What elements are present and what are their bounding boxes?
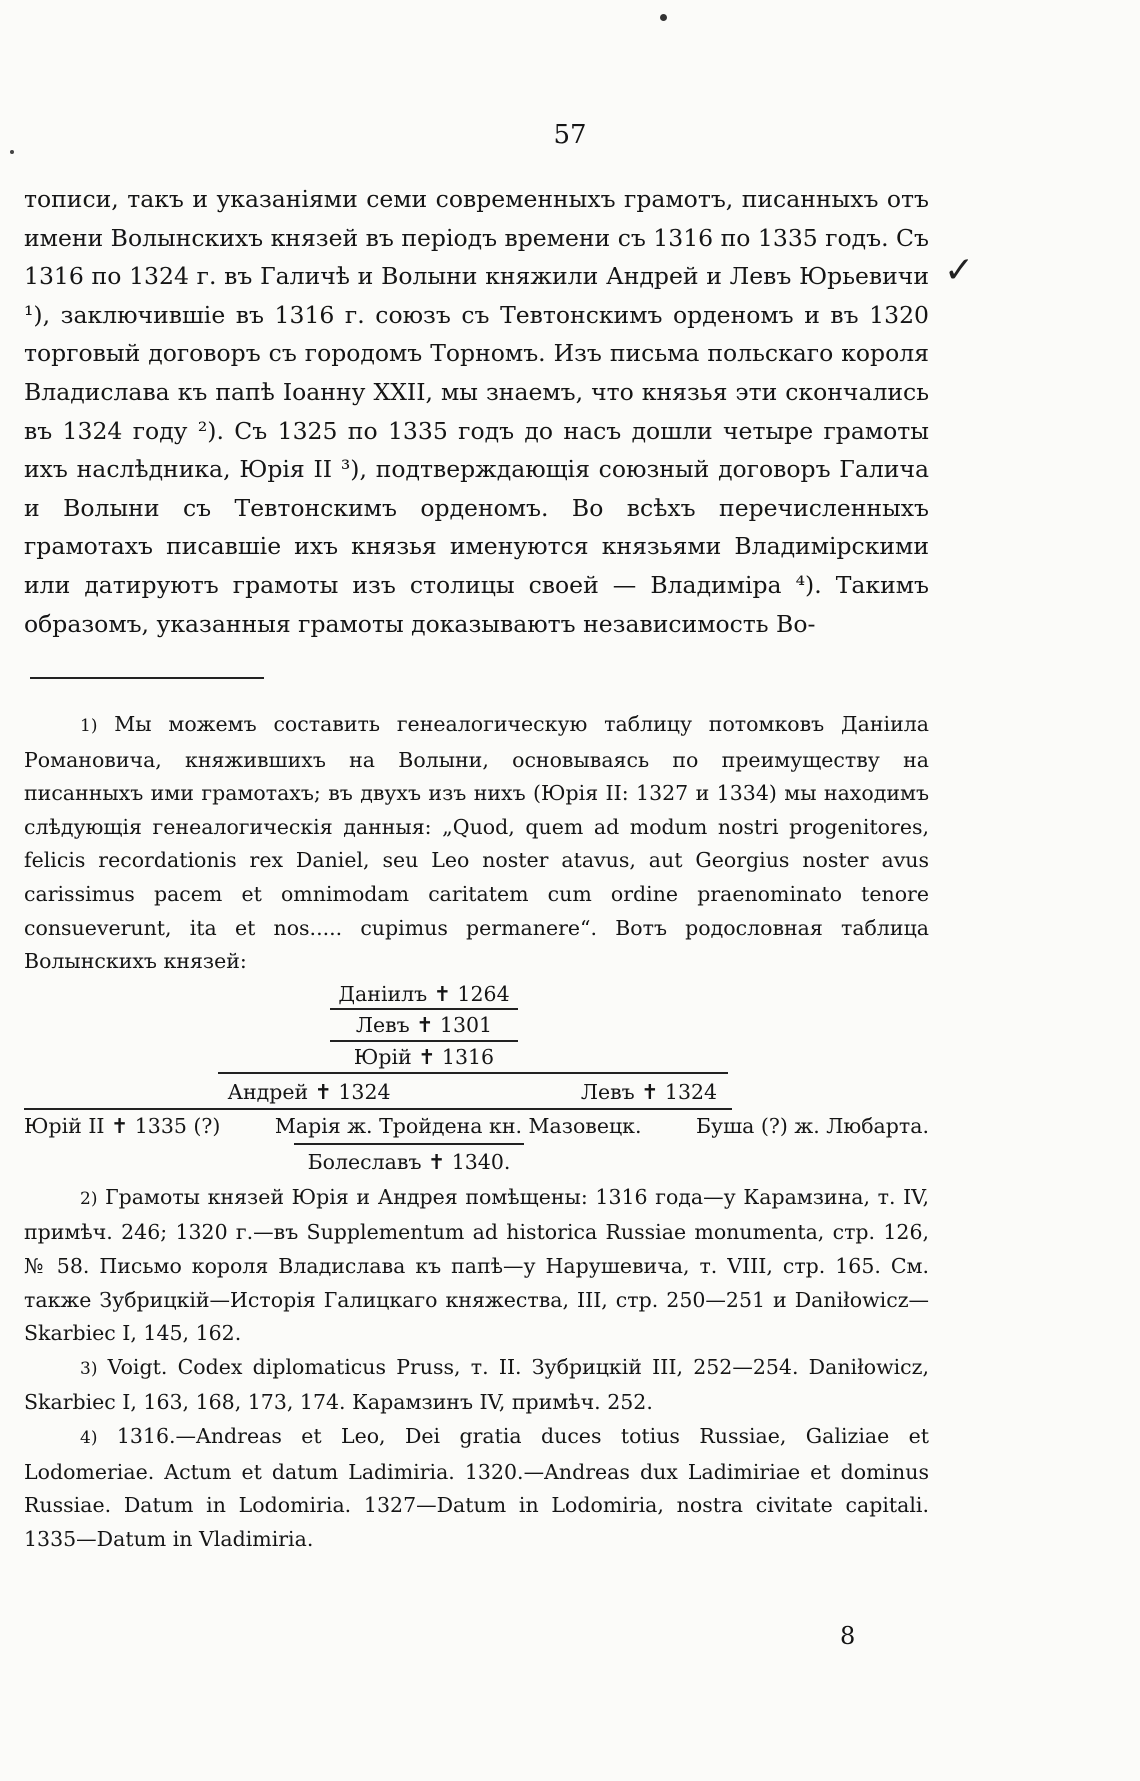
footnote-text: Voigt. Codex diplomaticus Pruss, т. II. Зубрицкій III, 252—254. Daniłowicz, Skarbiec I, 163, 168, 173, 174. Карамзинъ IV, примѣч. 252. [24,1354,929,1415]
tree-node-busha: Буша (?) ж. Любарта. [695,1113,929,1138]
tree-line [294,1143,524,1145]
tree-node-yuriy: Юрій ✝ 1316 [353,1044,495,1069]
footnote-text: Грамоты князей Юрія и Андрея помѣщены: 1316 года—у Карамзина, т. IV, примѣч. 246; 1320 г.—въ Supplementum ad historica Russiae monumenta, стр. 126, № 58. Письмо короля Владислава къ папѣ—у Нарушевича, т. VIII, стр. 165. См. также Зубрицкій—Исторія Галицкаго княжества, III, стр. 250—251 и Daniłowicz—Skarbiec I, 145, 162. [24,1184,929,1346]
tree-node-andrey: Андрей ✝ 1324 [227,1079,391,1104]
footnote-marker: 2) [80,1188,98,1209]
tree-node-mariya: Марія ж. Тройдена кн. Мазовецк. [274,1113,642,1138]
tree-line [218,1072,728,1074]
footnote-1 [24,708,929,979]
footnote-divider [30,677,264,679]
footnote-marker: 4) [80,1427,98,1448]
footnote-marker: 1) [80,716,98,736]
tree-children-row [24,1111,929,1141]
footnote-marker: 3) [80,1358,98,1379]
footnote-text: 1316.—Andreas et Leo, Dei gratia duces totius Russiae, Galiziae et Lodomeriae. Actum et datum Ladimiria. 1320.—Andreas dux Ladimiriae et dominus Russiae. Datum in Lodomiria. 1327—Datum in Lodomiria, nostra civitate capitali. 1335—Datum in Vladimiria. [24,1423,929,1551]
tree-node-lev-jr: Левъ ✝ 1324 [580,1079,718,1104]
page-number: 57 [553,120,587,150]
tree-node-daniil: Даніилъ ✝ 1264 [338,981,510,1006]
tree-line [24,1108,732,1110]
scan-speck [10,150,14,154]
signature-mark: 8 [840,1622,856,1650]
main-paragraph: тописи, такъ и указаніями семи современныхъ грамотъ, писанныхъ отъ имени Волынскихъ князей въ періодъ времени съ 1316 по 1335 годъ. Съ 1316 по 1324 г. въ Галичѣ и Волыни княжили Андрей и Левъ Юрьевичи ¹), заключившіе въ 1316 г. союзъ съ Тевтонскимъ орденомъ и въ 1320 торговый договоръ съ городомъ Торномъ. Изъ письма польскаго короля Владислава къ папѣ Іоанну XXII, мы знаемъ, что князья эти скончались въ 1324 году ²). Съ 1325 по 1335 годъ до насъ дошли четыре грамоты ихъ наслѣдника, Юрія II ³), подтверждающія союзный договоръ Галича и Волыни съ Тевтонскимъ орденомъ. Во всѣхъ перечисленныхъ грамотахъ писавшіе ихъ князья именуются князьями Владимірскими или датируютъ грамоты изъ столицы своей — Владиміра ⁴). Такимъ образомъ, указанныя грамоты доказываютъ независимость Во- [24,185,929,638]
footnote-3 [24,1351,929,1420]
handwritten-check-mark: ✓ [944,250,975,291]
footnote-text: Мы можемъ составить генеалогическую таблицу потомковъ Даніила Романовича, княжившихъ на Волыни, основываясь по преимуществу на писанныхъ ими грамотахъ; въ двухъ изъ нихъ (Юрія II: 1327 и 1334) мы находимъ слѣдующія генеалогическія данныя: „Quod, quem ad modum nostri progenitores, felicis recordationis rex Daniel, seu Leo noster atavus, aut Georgius noster avus carissimus pacem et omnimodam caritatem cum ordine praenominato tenore consueverunt, ita et nos..... cupimus permanere“. Вотъ родословная таблица Волынскихъ князей: [24,712,929,974]
tree-node-boleslav: Болеславъ ✝ 1340. [307,1149,511,1174]
footnote-4 [24,1420,929,1556]
tree-node-yuriy-ii: Юрій II ✝ 1335 (?) [24,1113,221,1138]
genealogy-table [24,979,929,1181]
tree-node-lev: Левъ ✝ 1301 [355,1012,493,1037]
scan-speck [660,14,667,21]
footnotes-section [24,708,929,1556]
footnote-2 [24,1181,929,1351]
